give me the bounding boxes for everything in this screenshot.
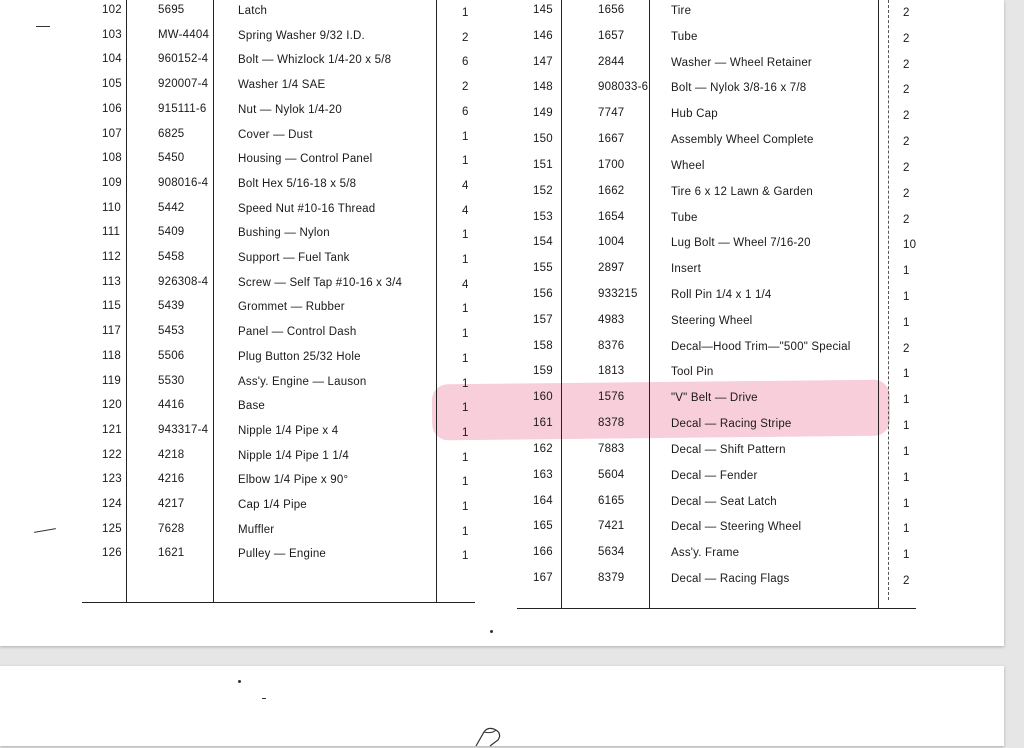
cell-part-no: 5450	[158, 152, 185, 165]
cell-qty: 2	[903, 58, 910, 71]
cell-qty: 1	[903, 420, 910, 433]
cell-ref: 154	[533, 236, 553, 249]
cell-part-no: 4217	[158, 498, 185, 510]
cell-part-no: 5458	[158, 251, 185, 263]
cell-ref: 112	[102, 251, 121, 263]
column-rule	[213, 0, 214, 602]
cell-part-no: 1813	[598, 365, 625, 378]
cell-description: Cap 1/4 Pipe	[238, 499, 307, 511]
cell-qty: 1	[462, 155, 469, 168]
cell-qty: 2	[462, 31, 469, 44]
cell-ref: 165	[533, 520, 553, 533]
next-document-page	[0, 666, 1004, 746]
cell-part-no: 1662	[598, 184, 625, 197]
cell-description: Base	[238, 400, 266, 413]
cell-part-no: 915111-6	[158, 102, 207, 115]
cell-qty: 1	[462, 7, 469, 19]
cell-ref: 108	[102, 152, 122, 165]
cell-qty: 4	[462, 278, 469, 291]
cell-description: Housing — Control Panel	[238, 153, 373, 166]
cell-description: Decal — Seat Latch	[671, 495, 777, 508]
cell-description: Tube	[671, 30, 698, 43]
cell-part-no: 1576	[598, 391, 625, 404]
cell-ref: 120	[102, 399, 122, 412]
cell-ref: 111	[102, 226, 121, 239]
cell-description: Tool Pin	[671, 366, 714, 379]
cell-description: Nipple 1/4 Pipe x 4	[238, 424, 339, 437]
cell-qty: 4	[462, 179, 469, 192]
cell-ref: 125	[102, 522, 122, 535]
cell-qty: 2	[903, 187, 910, 200]
speck	[238, 680, 241, 683]
cell-qty: 2	[462, 81, 469, 94]
cell-description: "V" Belt — Drive	[671, 392, 758, 405]
cell-part-no: 4983	[598, 313, 625, 326]
cell-part-no: 5604	[598, 468, 625, 481]
cell-part-no: 908016-4	[158, 176, 209, 189]
cell-part-no: 908033-6	[598, 81, 649, 94]
cell-part-no: 1657	[598, 29, 625, 42]
cell-part-no: 5442	[158, 201, 185, 214]
cell-qty: 1	[462, 254, 469, 266]
cell-qty: 2	[903, 342, 910, 355]
cell-ref: 166	[533, 546, 553, 559]
cell-ref: 103	[102, 28, 122, 41]
cell-part-no: 6825	[158, 127, 185, 140]
cell-ref: 107	[102, 127, 122, 140]
cell-qty: 1	[903, 445, 910, 458]
cell-description: Assembly Wheel Complete	[671, 134, 814, 147]
cell-ref: 118	[102, 349, 121, 362]
cell-part-no: 6165	[598, 494, 625, 507]
cell-part-no: 5453	[158, 325, 185, 338]
cell-description: Decal — Steering Wheel	[671, 521, 802, 534]
cell-description: Cover — Dust	[238, 128, 313, 141]
cell-description: Grommet — Rubber	[238, 301, 345, 314]
cell-description: Wheel	[671, 159, 705, 172]
cell-description: Latch	[238, 5, 268, 17]
cell-ref: 106	[102, 102, 122, 115]
cell-part-no: 960152-4	[158, 53, 209, 66]
cell-description: Support — Fuel Tank	[238, 252, 350, 264]
cell-ref: 159	[533, 365, 553, 378]
cell-part-no: 7747	[598, 107, 625, 120]
cell-part-no: 4218	[158, 448, 185, 461]
cell-description: Plug Button 25/32 Hole	[238, 350, 361, 363]
cell-part-no: 933215	[598, 288, 638, 301]
cell-ref: 164	[533, 494, 553, 507]
cell-description: Tube	[671, 211, 698, 224]
cell-qty: 1	[462, 550, 469, 563]
cell-description: Bushing — Nylon	[238, 227, 330, 240]
cell-qty: 2	[903, 32, 910, 45]
cell-ref: 150	[533, 133, 553, 146]
column-rule	[561, 0, 562, 608]
cell-qty: 1	[903, 394, 910, 407]
cell-ref: 105	[102, 78, 122, 91]
cell-qty: 1	[462, 377, 469, 390]
cell-ref: 110	[102, 201, 121, 214]
cell-description: Bolt Hex 5/16-18 x 5/8	[238, 177, 357, 190]
cell-part-no: 8378	[598, 417, 625, 430]
cell-ref: 156	[533, 288, 553, 301]
cell-ref: 155	[533, 262, 553, 275]
cell-part-no: MW-4404	[158, 28, 210, 41]
cell-description: Hub Cap	[671, 108, 718, 121]
cell-qty: 10	[903, 239, 917, 252]
cell-qty: 1	[462, 352, 469, 365]
cell-part-no: 5506	[158, 349, 185, 362]
cell-ref: 160	[533, 391, 553, 404]
cell-description: Elbow 1/4 Pipe x 90°	[238, 474, 349, 487]
cell-qty: 1	[903, 265, 910, 278]
cell-qty: 1	[903, 549, 910, 562]
cell-ref: 147	[533, 55, 553, 68]
cell-ref: 158	[533, 339, 553, 352]
cell-part-no: 5409	[158, 226, 185, 239]
cell-ref: 102	[102, 4, 122, 16]
cell-part-no: 5634	[598, 546, 625, 559]
cell-description: Muffler	[238, 523, 275, 536]
cell-description: Tire 6 x 12 Lawn & Garden	[671, 185, 814, 198]
cell-description: Decal—Hood Trim—"500" Special	[671, 340, 851, 353]
cell-part-no: 2897	[598, 262, 625, 275]
cell-part-no: 2844	[598, 55, 625, 68]
cell-qty: 4	[462, 204, 469, 217]
cell-part-no: 4416	[158, 399, 185, 412]
cell-qty: 1	[903, 316, 910, 329]
cell-qty: 1	[903, 523, 910, 536]
cell-qty: 1	[462, 130, 469, 143]
cell-qty: 6	[462, 105, 469, 118]
scan-mark	[34, 528, 56, 533]
column-rule	[878, 0, 879, 608]
cell-ref: 167	[533, 572, 553, 585]
cell-ref: 104	[102, 53, 122, 66]
diagram-fragment	[470, 724, 510, 748]
cell-ref: 153	[533, 210, 553, 223]
cell-description: Tire	[671, 5, 692, 17]
cell-description: Decal — Fender	[671, 469, 758, 482]
cell-description: Ass'y. Frame	[671, 547, 740, 560]
highlight-marker	[432, 377, 891, 441]
cell-qty: 1	[462, 229, 469, 242]
cell-ref: 117	[102, 325, 121, 338]
dashed-rule	[888, 0, 889, 600]
cell-ref: 146	[533, 29, 553, 42]
cell-part-no: 1621	[158, 547, 185, 560]
column-rule	[649, 0, 650, 608]
cell-qty: 1	[462, 476, 469, 489]
cell-ref: 119	[102, 374, 121, 387]
cell-ref: 151	[533, 158, 553, 171]
cell-qty: 1	[903, 368, 910, 381]
cell-description: Panel — Control Dash	[238, 326, 357, 339]
cell-description: Lug Bolt — Wheel 7/16-20	[671, 237, 811, 250]
cell-part-no: 5530	[158, 374, 185, 387]
cell-part-no: 7628	[158, 522, 185, 535]
cell-part-no: 4216	[158, 473, 185, 486]
cell-part-no: 1004	[598, 236, 625, 249]
cell-part-no: 920007-4	[158, 78, 209, 91]
cell-qty: 1	[462, 328, 469, 341]
cell-qty: 1	[462, 303, 469, 316]
cell-qty: 1	[462, 402, 469, 415]
cell-qty: 1	[462, 501, 469, 513]
cell-part-no: 8376	[598, 339, 625, 352]
cell-qty: 2	[903, 136, 910, 149]
cell-qty: 2	[903, 213, 910, 226]
cell-qty: 1	[903, 291, 910, 304]
cell-description: Decal — Shift Pattern	[671, 443, 786, 456]
cell-description: Ass'y. Engine — Lauson	[238, 375, 367, 388]
cell-part-no: 1667	[598, 133, 625, 146]
table-bottom-rule	[82, 602, 475, 603]
cell-qty: 1	[903, 471, 910, 484]
cell-ref: 161	[533, 417, 553, 430]
cell-description: Insert	[671, 263, 701, 276]
cell-part-no: 1656	[598, 4, 625, 16]
cell-ref: 163	[533, 468, 553, 481]
column-rule	[436, 0, 437, 602]
cell-description: Decal — Racing Flags	[671, 573, 790, 586]
cell-description: Bolt — Nylok 3/8-16 x 7/8	[671, 82, 807, 95]
cell-description: Nut — Nylok 1/4-20	[238, 103, 342, 116]
cell-part-no: 1654	[598, 210, 625, 223]
cell-ref: 149	[533, 107, 553, 120]
cell-ref: 121	[102, 423, 122, 436]
cell-qty: 1	[462, 525, 469, 538]
cell-part-no: 7421	[598, 520, 625, 533]
cell-description: Pulley — Engine	[238, 548, 327, 561]
cell-ref: 152	[533, 184, 553, 197]
cell-description: Bolt — Whizlock 1/4-20 x 5/8	[238, 54, 392, 67]
cell-ref: 162	[533, 442, 553, 455]
cell-qty: 1	[462, 426, 469, 439]
cell-qty: 1	[462, 451, 469, 464]
cell-ref: 122	[102, 448, 122, 461]
cell-description: Screw — Self Tap #10-16 x 3/4	[238, 276, 403, 289]
cell-description: Spring Washer 9/32 I.D.	[238, 29, 365, 42]
cell-ref: 123	[102, 473, 122, 486]
cell-description: Steering Wheel	[671, 314, 753, 327]
cell-description: Roll Pin 1/4 x 1 1/4	[671, 289, 772, 302]
cell-ref: 124	[102, 498, 122, 510]
cell-qty: 2	[903, 110, 910, 123]
cell-ref: 157	[533, 313, 553, 326]
page-number-mark	[490, 630, 493, 633]
cell-description: Nipple 1/4 Pipe 1 1/4	[238, 449, 349, 462]
cell-qty: 6	[462, 56, 469, 69]
cell-part-no: 8379	[598, 572, 625, 585]
cell-description: Decal — Racing Stripe	[671, 418, 792, 431]
cell-description: Speed Nut #10-16 Thread	[238, 202, 376, 215]
cell-part-no: 926308-4	[158, 275, 209, 288]
cell-part-no: 1700	[598, 158, 625, 171]
cell-part-no: 943317-4	[158, 423, 209, 436]
cell-ref: 113	[102, 275, 121, 288]
cell-description: Washer — Wheel Retainer	[671, 56, 812, 69]
cell-qty: 2	[903, 7, 910, 19]
cell-ref: 145	[533, 4, 553, 16]
speck	[262, 698, 266, 699]
cell-ref: 148	[533, 81, 553, 94]
table-bottom-rule	[517, 608, 916, 609]
cell-ref: 115	[102, 300, 121, 313]
cell-part-no: 7883	[598, 442, 625, 455]
cell-part-no: 5695	[158, 4, 185, 16]
cell-qty: 2	[903, 161, 910, 174]
cell-qty: 1	[903, 497, 910, 510]
cell-qty: 2	[903, 575, 910, 588]
cell-part-no: 5439	[158, 300, 185, 313]
cell-qty: 2	[903, 84, 910, 97]
cell-ref: 109	[102, 176, 122, 189]
column-rule	[126, 0, 127, 602]
cell-description: Washer 1/4 SAE	[238, 79, 326, 92]
cell-ref: 126	[102, 547, 122, 560]
scan-mark	[36, 26, 50, 27]
